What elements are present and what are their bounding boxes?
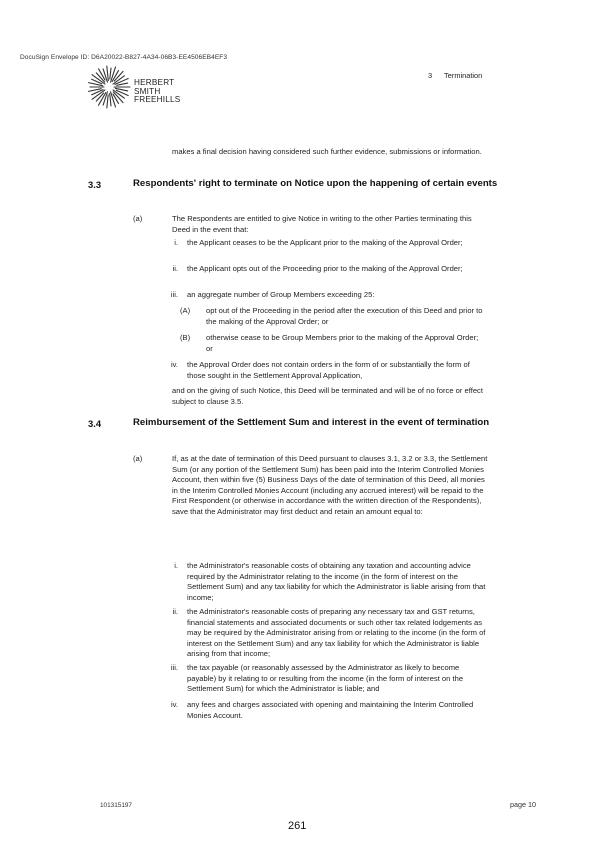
docusign-envelope-id: DocuSign Envelope ID: D6A20022-B827-4A34-06B3-EE4506EB4EF3 [20, 54, 228, 61]
section-3-4-a-label: (a) [133, 454, 143, 463]
section-3-4-title: Reimbursement of the Settlement Sum and interest in the event of termination [133, 417, 490, 428]
section-3-3-title: Respondents' right to terminate on Notice upon the happening of certain events [133, 178, 498, 189]
logo-ray [110, 93, 111, 105]
continuation-text: makes a final decision having considered such further evidence, submissions or information. [172, 147, 482, 156]
s33-sub-item-text: otherwise cease to be Group Members prior to the making of the Approval Order; or [206, 333, 479, 353]
s34-item-label: ii. [172, 607, 178, 616]
s33-item-label: iii. [170, 290, 178, 299]
s34-item-text: any fees and charges associated with opening and maintaining the Interim Controlled Monies Account. [187, 700, 474, 720]
logo-line-1: HERBERT [134, 78, 175, 87]
s34-item-label: iii. [170, 663, 178, 672]
s33-item-label: iv. [170, 360, 178, 369]
s33-item-text: the Approval Order does not contain orders in the form of or substantially the form of those sought in the Settlement Approval Application, [187, 360, 470, 380]
section-3-3-a-label: (a) [133, 214, 143, 223]
s33-item-text: the Applicant ceases to be the Applicant prior to the making of the Approval Order; [187, 238, 463, 247]
section-3-4-a-text: If, as at the date of termination of this Deed pursuant to clauses 3.1, 3.2 or 3.3, the Settlement Sum (or any portion of the Settlement Sum) has been paid into the Interim Controlled Monies Account, then within five (5) Business Days of the date of termination of this Deed, all monies in the Interim Controlled Monies Account (including any accrued interest) will be repaid to the First Respondent (or otherwise in accordance with the written direction of the Respondents), save that the Administrator may first deduct and retain an amount equal to: [172, 454, 488, 516]
s33-item-label: i. [174, 238, 178, 247]
page-number: 261 [288, 820, 307, 832]
s34-item-label: iv. [170, 700, 178, 709]
s34-item-label: i. [174, 561, 178, 570]
running-head [428, 71, 482, 80]
logo-ray [107, 66, 109, 80]
logo-ray [110, 68, 111, 79]
s33-item-text: an aggregate number of Group Members exceeding 25: [187, 290, 375, 299]
logo-ray [107, 95, 108, 108]
s33-item-text: the Applicant opts out of the Proceeding prior to the making of the Approval Order; [187, 264, 463, 273]
s33-closing-text: and on the giving of such Notice, this Deed will be terminated and will be of no force or effect subject to clause 3.5. [172, 386, 483, 406]
section-3-3-number: 3.3 [88, 179, 102, 190]
running-head-number: 3 [428, 71, 433, 80]
running-head-title: Termination [444, 71, 483, 80]
firm-logo-text [134, 79, 180, 105]
logo-line-2: SMITH [134, 86, 161, 96]
s33-sub-item-text: opt out of the Proceeding in the period after the execution of this Deed and prior to the making of the Approval Order; or [206, 306, 483, 326]
s34-item-text: the Administrator's reasonable costs of obtaining any taxation and accounting advice required by the Administrator relating to the income (in the form of interest on the Settlement Sum) and any tax liability for which the Administrator is liable arising from that income; [187, 561, 486, 602]
section-3-3-a-text: The Respondents are entitled to give Notice in writing to the other Parties terminating this Deed in the event that: [172, 214, 472, 234]
section-3-4-number: 3.4 [88, 418, 102, 429]
s33-sub-item-label: (A) [180, 306, 191, 315]
s34-item-text: the Administrator's reasonable costs of preparing any necessary tax and GST returns, financial statements and associated documents or such other tax related lodgements as may be required by the Administrator arising from or relating to the income (in the form of interest on the Settlement Sum) and any tax liability for which the Administrator is liable arising from that income; [187, 607, 486, 659]
page-label: page 10 [510, 800, 536, 809]
firm-logo-icon [86, 64, 132, 110]
logo-line-3: FREEHILLS [134, 95, 181, 105]
s33-item-label: ii. [172, 264, 178, 273]
s34-item-text: the tax payable (or reasonably assessed by the Administrator as likely to become payable) by it relating to or resulting from the income (in the form of interest on the Settlement Sum) for which the Administrator is liable; and [187, 663, 464, 694]
document-reference: 101315197 [100, 802, 132, 809]
s33-sub-item-label: (B) [180, 333, 191, 342]
